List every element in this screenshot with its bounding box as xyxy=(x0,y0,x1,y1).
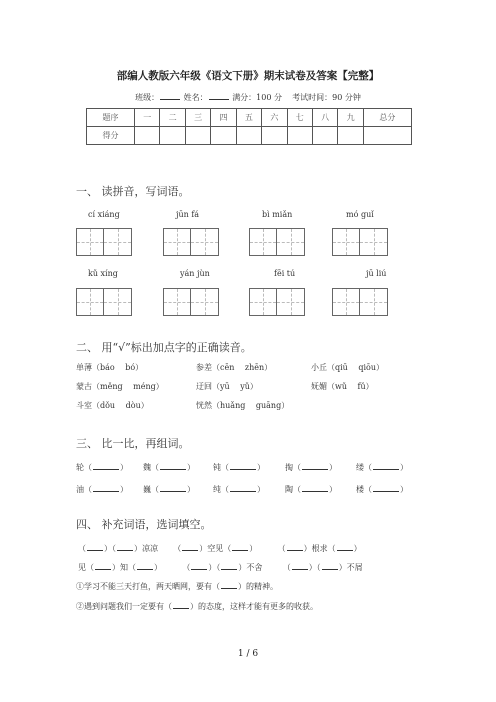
answer-blank[interactable] xyxy=(160,483,186,492)
compare-char: 楼（ xyxy=(356,485,372,494)
score-header-row xyxy=(87,109,412,127)
section3-title: 三、 比一比，再组词。 xyxy=(76,437,190,450)
answer-blank[interactable] xyxy=(191,561,207,570)
score-cell[interactable] xyxy=(211,127,236,145)
compare-char: 钝（ xyxy=(213,463,229,472)
answer-blank[interactable] xyxy=(182,542,198,551)
text: 见（ xyxy=(78,563,94,572)
name-blank xyxy=(209,91,229,100)
compare-char: 缕（ xyxy=(356,463,372,472)
answer-blank[interactable] xyxy=(373,483,399,492)
compare-char: 轮（ xyxy=(76,463,92,472)
writing-box[interactable] xyxy=(76,228,132,256)
compare-char: 油（ xyxy=(76,485,92,494)
compare-char: 掏（ xyxy=(285,463,301,472)
reading-item: 参差（cēn zhēn） xyxy=(196,363,273,372)
text: ）知（ xyxy=(112,563,136,572)
answer-blank[interactable] xyxy=(95,561,111,570)
header-cell: 一 xyxy=(135,109,160,127)
answer-blank[interactable] xyxy=(337,542,353,551)
score-table xyxy=(86,108,412,145)
text: ）（ xyxy=(104,544,116,553)
answer-blank[interactable] xyxy=(322,561,338,570)
idiom-line-1 xyxy=(78,542,362,554)
answer-blank[interactable] xyxy=(221,580,237,589)
answer-blank[interactable] xyxy=(302,461,328,470)
idiom-line-2 xyxy=(78,561,363,573)
answer-blank[interactable] xyxy=(292,561,308,570)
text: ）不舍 xyxy=(238,563,263,572)
compare-row-1 xyxy=(143,461,195,473)
text: （ xyxy=(173,544,182,553)
text: ）不屑 xyxy=(338,563,363,572)
score-cell[interactable] xyxy=(363,127,411,145)
reading-item: 迂回（yū yǔ） xyxy=(196,382,258,391)
text: （ xyxy=(182,563,191,572)
answer-blank[interactable] xyxy=(302,483,328,492)
name-label: 姓名： xyxy=(183,93,208,102)
score-cell[interactable] xyxy=(287,127,312,145)
full-score: 满分：100 分 xyxy=(232,93,282,102)
text: （ xyxy=(78,544,86,553)
header-cell: 三 xyxy=(185,109,210,127)
text: ）（ xyxy=(208,563,221,572)
answer-blank[interactable] xyxy=(93,483,119,492)
compare-row-1 xyxy=(76,461,128,473)
score-cell[interactable] xyxy=(338,127,363,145)
writing-box[interactable] xyxy=(249,288,305,316)
writing-box[interactable] xyxy=(332,228,388,256)
close-paren: ） xyxy=(187,463,195,472)
close-paren: ） xyxy=(120,485,128,494)
answer-blank[interactable] xyxy=(160,461,186,470)
close-paren: ） xyxy=(120,463,128,472)
score-cell[interactable] xyxy=(312,127,337,145)
pinyin: bì miǎn xyxy=(262,210,293,219)
text: ） xyxy=(249,544,258,553)
compare-char: 纯（ xyxy=(213,485,229,494)
answer-blank[interactable] xyxy=(87,542,103,551)
reading-item: 小丘（qiū qiōu） xyxy=(311,363,385,372)
text: ） xyxy=(353,544,362,553)
page-title: 部编人教版六年级《语文下册》期末试卷及答案【完整】 xyxy=(116,70,380,82)
class-label: 班级： xyxy=(135,93,160,102)
text: ）（ xyxy=(308,563,321,572)
row-label: 得分 xyxy=(87,127,135,145)
close-paren: ） xyxy=(400,463,408,472)
exam-info xyxy=(0,91,496,103)
text: ）凉凉 xyxy=(134,544,158,553)
score-cell[interactable] xyxy=(262,127,287,145)
header-cell: 五 xyxy=(236,109,261,127)
text: （ xyxy=(277,544,286,553)
score-cell[interactable] xyxy=(185,127,210,145)
score-cell[interactable] xyxy=(236,127,261,145)
score-cell[interactable] xyxy=(160,127,185,145)
answer-blank[interactable] xyxy=(230,461,256,470)
answer-blank[interactable] xyxy=(173,600,189,609)
compare-row-2 xyxy=(356,483,408,495)
header-cell: 四 xyxy=(211,109,236,127)
reading-item: 妩媚（wǔ fǔ） xyxy=(311,382,374,391)
reading-item: 蒙古（měng méng） xyxy=(76,382,164,391)
writing-box[interactable] xyxy=(332,288,388,316)
close-paren: ） xyxy=(187,485,195,494)
text: （ xyxy=(282,563,291,572)
close-paren: ） xyxy=(257,463,265,472)
header-cell: 题序 xyxy=(87,109,135,127)
compare-char: 巍（ xyxy=(143,485,159,494)
header-cell: 总分 xyxy=(363,109,411,127)
header-cell: 七 xyxy=(287,109,312,127)
text: ）空见（ xyxy=(199,544,232,553)
text: ）根求（ xyxy=(303,544,336,553)
text: ）的精神。 xyxy=(238,582,278,591)
answer-blank[interactable] xyxy=(137,561,153,570)
writing-box[interactable] xyxy=(163,228,219,256)
compare-row-2 xyxy=(285,483,337,495)
reading-item: 斗室（dǒu dòu） xyxy=(76,401,149,410)
reading-item: 恍然（huǎng guāng） xyxy=(196,401,290,410)
page-number: 1 / 6 xyxy=(237,649,259,659)
pinyin: kǔ xíng xyxy=(88,269,118,278)
pinyin: mó guǐ xyxy=(346,210,374,219)
answer-blank[interactable] xyxy=(221,561,237,570)
score-cell[interactable] xyxy=(135,127,160,145)
close-paren: ） xyxy=(329,463,337,472)
close-paren: ） xyxy=(257,485,265,494)
writing-box[interactable] xyxy=(249,228,305,256)
score-value-row xyxy=(87,127,412,145)
fill-question-1 xyxy=(76,580,278,592)
answer-blank[interactable] xyxy=(230,483,256,492)
header-cell: 九 xyxy=(338,109,363,127)
fill-question-2 xyxy=(76,600,318,612)
header-cell: 八 xyxy=(312,109,337,127)
answer-blank[interactable] xyxy=(287,542,303,551)
compare-row-2 xyxy=(213,483,265,495)
compare-row-1 xyxy=(213,461,265,473)
answer-blank[interactable] xyxy=(232,542,248,551)
pinyin: fēi tú xyxy=(274,269,296,278)
header-cell: 二 xyxy=(160,109,185,127)
compare-row-2 xyxy=(76,483,128,495)
answer-blank[interactable] xyxy=(373,461,399,470)
exam-time: 考试时间：90 分钟 xyxy=(292,93,361,102)
close-paren: ） xyxy=(329,485,337,494)
compare-char: 陶（ xyxy=(285,485,301,494)
close-paren: ） xyxy=(400,485,408,494)
answer-blank[interactable] xyxy=(93,461,119,470)
pinyin: jūn fá xyxy=(176,210,200,219)
header-cell: 六 xyxy=(262,109,287,127)
text: ②遇到问题我们一定要有（ xyxy=(76,602,172,611)
compare-row-2 xyxy=(143,483,195,495)
pinyin: jū liú xyxy=(366,269,387,278)
writing-box[interactable] xyxy=(163,288,219,316)
reading-item: 单薄（báo bó） xyxy=(76,363,144,372)
text: ） xyxy=(154,563,162,572)
section1-title: 一、 读拼音，写词语。 xyxy=(76,185,190,198)
class-blank xyxy=(160,91,180,100)
writing-box[interactable] xyxy=(76,288,132,316)
section2-title: 二、 用“√”标出加点字的正确读音。 xyxy=(76,341,252,354)
compare-char: 魏（ xyxy=(143,463,159,472)
section4-title: 四、 补充词语，选词填空。 xyxy=(76,518,212,531)
compare-row-1 xyxy=(285,461,337,473)
pinyin: yán jùn xyxy=(180,269,210,278)
compare-row-1 xyxy=(356,461,408,473)
answer-blank[interactable] xyxy=(117,542,133,551)
pinyin: cí xiáng xyxy=(88,210,120,219)
text: ①学习不能三天打鱼，两天晒网，要有（ xyxy=(76,582,220,591)
text: ）的态度，这样才能有更多的收获。 xyxy=(190,602,318,611)
